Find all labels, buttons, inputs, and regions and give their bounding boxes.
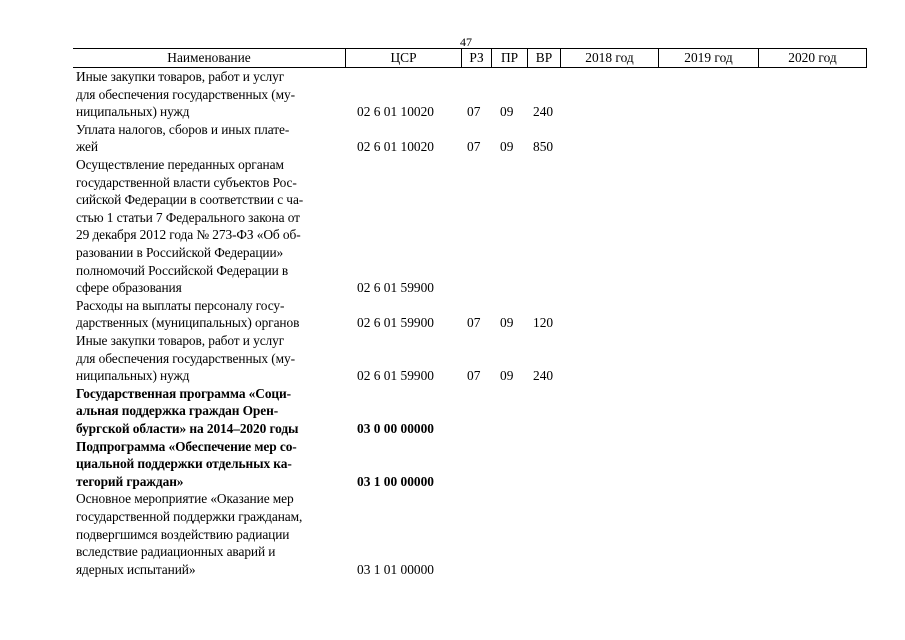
row-name-line: Подпрограмма «Обеспечение мер со- xyxy=(76,438,297,454)
row-rz: 07 xyxy=(467,368,481,384)
header-csr: ЦСР xyxy=(345,49,461,67)
row-name-line: 29 декабря 2012 года № 273-ФЗ «Об об- xyxy=(76,227,301,243)
row-name-line: бургской области» на 2014–2020 годы xyxy=(76,421,299,436)
row-name-line: ниципальных) нужд xyxy=(76,104,190,120)
row-name-line: ядерных испытаний» xyxy=(76,561,196,577)
row-name-line: полномочий Российской Федерации в xyxy=(76,262,289,278)
header-pr: ПР xyxy=(491,49,527,67)
row-csr: 03 1 00 00000 xyxy=(357,473,434,489)
row-csr: 03 0 00 00000 xyxy=(357,421,434,436)
header-vr: ВР xyxy=(527,49,560,67)
row-csr: 03 1 01 00000 xyxy=(357,561,434,577)
row-name-line: Основное мероприятие «Оказание мер xyxy=(76,491,294,507)
row-name-line: Расходы на выплаты персоналу госу- xyxy=(76,297,285,313)
row-name-line: разовании в Российской Федерации» xyxy=(76,245,284,260)
row-vr: 240 xyxy=(533,104,554,120)
row-rz: 07 xyxy=(467,315,481,331)
row-name-line: Иные закупки товаров, работ и услуг xyxy=(76,69,285,84)
row-name-line: Осуществление переданных органам xyxy=(76,157,284,172)
header-2020: 2020 год xyxy=(758,49,867,67)
table-header xyxy=(73,48,867,68)
row-name-line: сийской Федерации в соответствии с ча- xyxy=(76,192,304,208)
row-vr: 120 xyxy=(533,315,554,331)
header-rz: РЗ xyxy=(461,49,491,67)
row-vr: 240 xyxy=(533,368,554,384)
header-2019: 2019 год xyxy=(658,49,758,67)
row-csr: 02 6 01 59900 xyxy=(357,368,434,384)
row-csr: 02 6 01 59900 xyxy=(357,280,434,296)
row-pr: 09 xyxy=(500,315,514,331)
row-name-line: Уплата налогов, сборов и иных плате- xyxy=(76,121,290,137)
row-name-line: циальной поддержки отдельных ка- xyxy=(76,456,292,472)
row-csr: 02 6 01 10020 xyxy=(357,139,434,155)
row-name-line: альная поддержка граждан Орен- xyxy=(76,403,279,419)
row-name-line: ниципальных) нужд xyxy=(76,368,190,384)
row-name-line: Государственная программа «Соци- xyxy=(76,385,292,401)
row-name-line: жей xyxy=(76,139,98,155)
row-name-line: для обеспечения государственных (му- xyxy=(76,350,295,366)
row-name-line: тегорий граждан» xyxy=(76,473,184,489)
row-name-line: подвергшимся воздействию радиации xyxy=(76,526,290,542)
row-name-line: сфере образования xyxy=(76,280,182,296)
row-name-line: для обеспечения государственных (му- xyxy=(76,86,295,102)
row-name-line: стью 1 статьи 7 Федерального закона от xyxy=(76,209,300,225)
row-name-line: Иные закупки товаров, работ и услуг xyxy=(76,333,285,348)
row-rz: 07 xyxy=(467,139,481,155)
row-pr: 09 xyxy=(500,104,514,120)
header-2018: 2018 год xyxy=(560,49,658,67)
row-rz: 07 xyxy=(467,104,481,120)
row-name-line: государственной власти субъектов Рос- xyxy=(76,174,297,190)
row-name-line: вследствие радиационных аварий и xyxy=(76,544,276,560)
row-csr: 02 6 01 10020 xyxy=(357,104,434,120)
row-name-line: дарственных (муниципальных) органов xyxy=(76,315,300,331)
row-pr: 09 xyxy=(500,139,514,155)
row-csr: 02 6 01 59900 xyxy=(357,315,434,331)
page-number: 47 xyxy=(460,35,472,49)
row-pr: 09 xyxy=(500,368,514,384)
row-vr: 850 xyxy=(533,139,554,155)
row-name-line: государственной поддержки гражданам, xyxy=(76,509,303,524)
header-name: Наименование xyxy=(167,50,251,65)
